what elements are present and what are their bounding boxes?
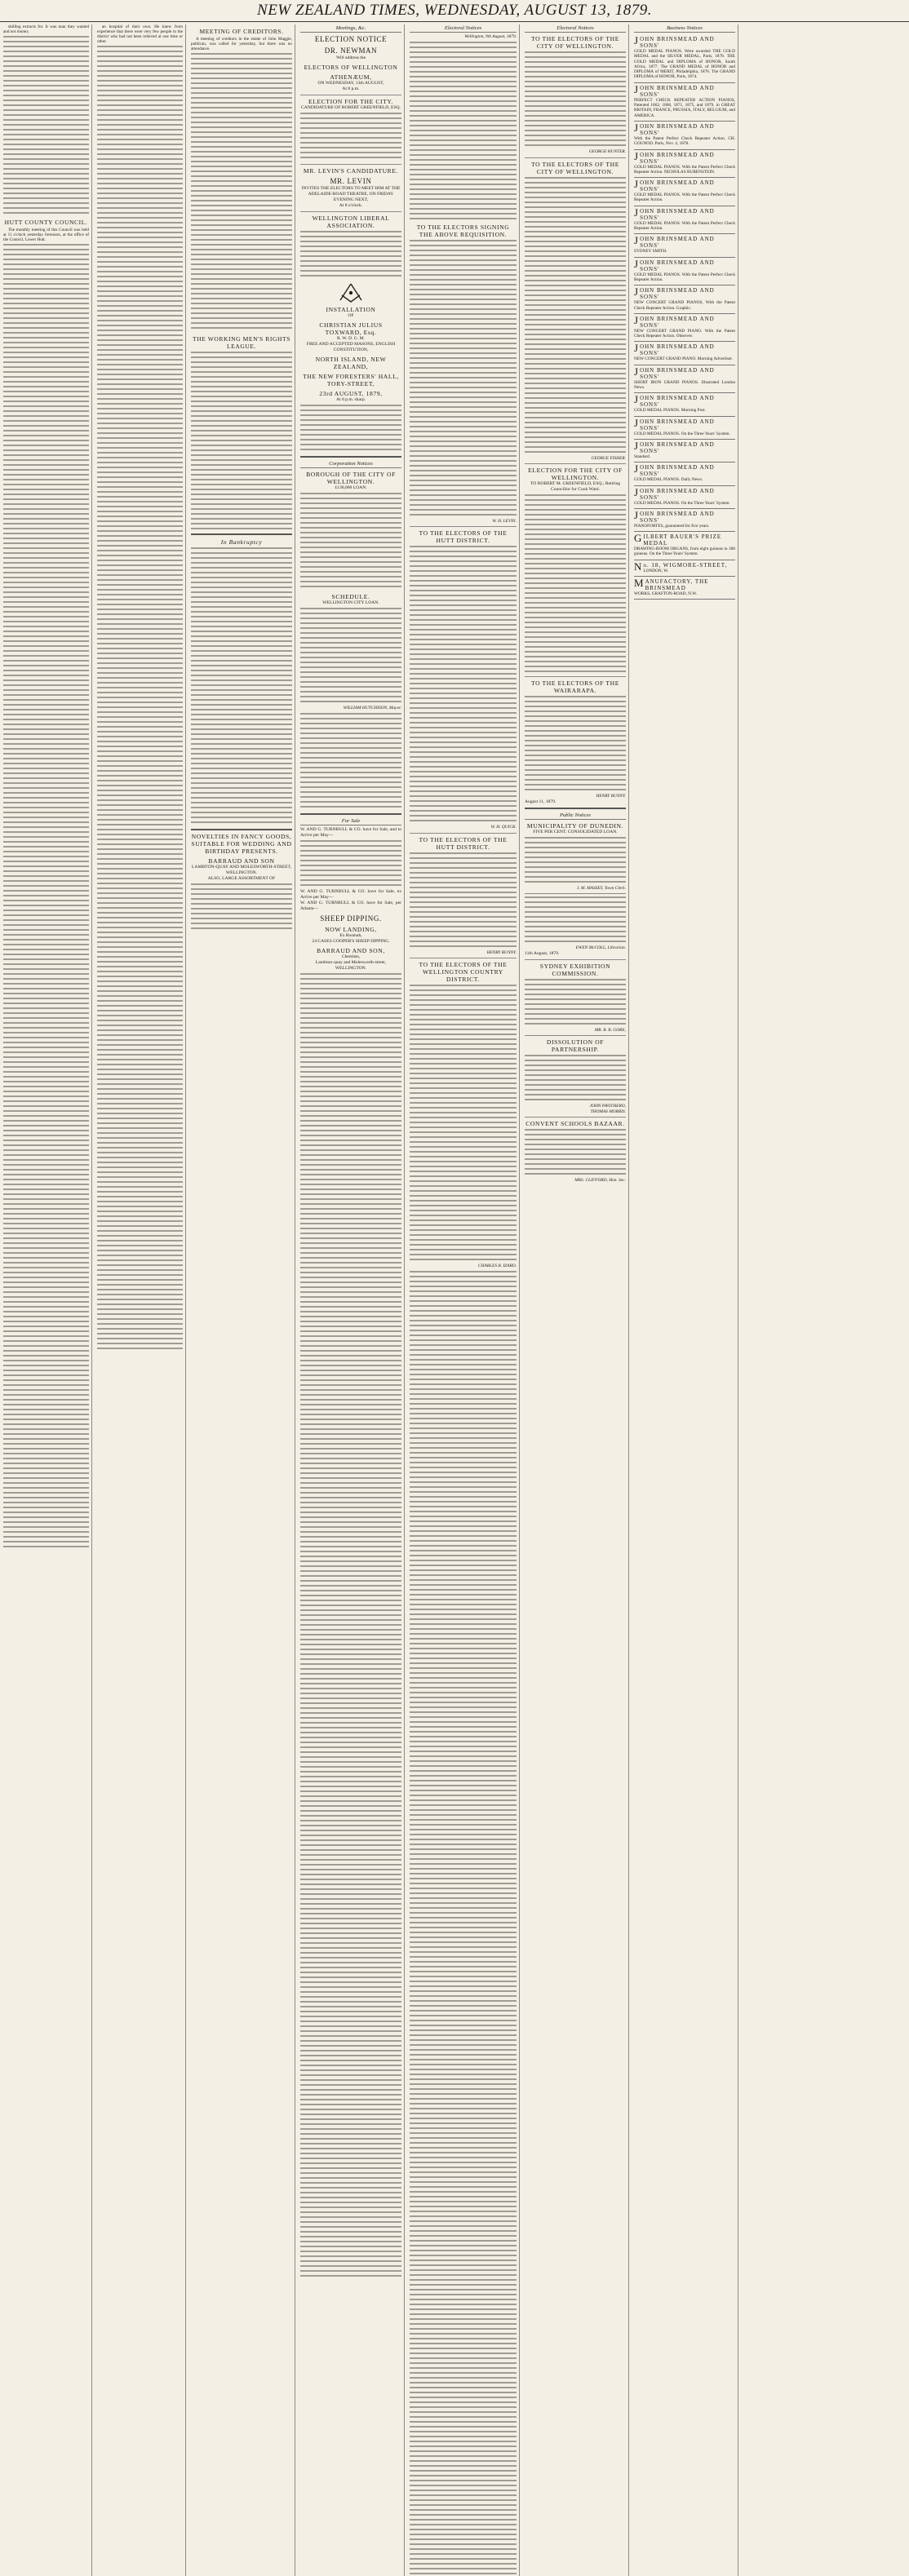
levin-signature: W. H. LEVIN. bbox=[492, 518, 517, 524]
hutt-county-council-heading: HUTT COUNTY COUNCIL. bbox=[4, 219, 88, 226]
quick-signature: W. H. QUICK. bbox=[490, 825, 517, 830]
text-block bbox=[191, 547, 292, 727]
business-notice-name: GILBERT BAUER'S PRIZE MEDAL bbox=[634, 532, 722, 547]
masthead-title: NEW ZEALAND TIMES, WEDNESDAY, AUGUST 13, 1879. bbox=[257, 2, 652, 19]
novelty-also: ALSO, LARGE ASSORTMENT OF bbox=[207, 876, 276, 881]
business-notice bbox=[634, 509, 735, 532]
divider bbox=[410, 526, 517, 527]
column-4 bbox=[300, 24, 405, 2576]
sydney-signature: MR. R. B. GORE, bbox=[594, 1027, 626, 1033]
text-block bbox=[525, 696, 626, 794]
newspaper-page bbox=[0, 0, 909, 1268]
levin-name: MR. LEVIN bbox=[330, 177, 372, 185]
fisher-signature: GEORGE FISHER. bbox=[591, 455, 626, 461]
business-notices-list bbox=[634, 34, 735, 600]
column-2 bbox=[97, 24, 186, 2576]
business-notice bbox=[634, 577, 735, 600]
business-notice-text: NEW CONCERT GRAND PIANO. With the Patent Check Repeater Action. Observer. bbox=[634, 328, 735, 339]
business-notice-text: GOLD MEDAL PIANOS. With the Patent Perfect Check Repeater Action. bbox=[634, 193, 735, 203]
divider bbox=[525, 676, 626, 677]
election-notice-date: ON WEDNESDAY, 13th AUGUST, bbox=[317, 81, 384, 86]
business-notice-name: JOHN BRINSMEAD AND SONS' bbox=[634, 313, 715, 329]
business-notice bbox=[634, 178, 735, 206]
electoral-notices-heading: Electoral Notices bbox=[410, 24, 517, 33]
business-notice-name: JOHN BRINSMEAD AND SONS' bbox=[634, 285, 715, 301]
business-notice-name: JOHN BRINSMEAD AND SONS' bbox=[634, 393, 715, 409]
text-block bbox=[3, 36, 89, 215]
business-notice bbox=[634, 393, 735, 416]
convent-signature: MRS. CLIFFORD, Hon. Sec. bbox=[574, 1178, 626, 1183]
business-notice-name: JOHN BRINSMEAD AND SONS' bbox=[634, 121, 715, 136]
greenfield-election-heading: ELECTION FOR THE CITY OF WELLINGTON. bbox=[528, 467, 623, 481]
text-block bbox=[525, 837, 626, 886]
convent-bazaar-title: CONVENT SCHOOLS BAZAAR. bbox=[525, 1120, 625, 1127]
divider bbox=[525, 959, 626, 960]
business-notice bbox=[634, 258, 735, 286]
business-notices-heading: Business Notices bbox=[634, 24, 735, 33]
greenfield-title: ELECTION FOR THE CITY. bbox=[308, 98, 394, 105]
business-notice-text: DRAWING-ROOM ORGANS, from eight guineas to 300 guineas. On the Three Years' System. bbox=[634, 547, 735, 557]
column-3 bbox=[191, 24, 295, 2576]
barraud-address: Lambton-quay and Molesworth-street, WELLINGTON. bbox=[315, 959, 387, 971]
text-block bbox=[525, 979, 626, 1028]
column-5 bbox=[410, 24, 520, 2576]
text-block bbox=[410, 421, 517, 519]
divider bbox=[525, 893, 626, 894]
meetings-heading: Meetings, &c. bbox=[300, 24, 401, 33]
levin-title: MR. LEVIN'S CANDIDATURE. bbox=[303, 167, 399, 175]
divider bbox=[300, 211, 401, 212]
novelty-address: LAMBTON-QUAY AND MOLESWORTH-STREET, WELLINGTON. bbox=[192, 865, 291, 875]
business-notice bbox=[634, 314, 735, 343]
barraud-chemists: Chemists, bbox=[341, 954, 361, 959]
election-notice-time: At 8 p.m. bbox=[342, 86, 360, 91]
mayor-signature: WILLIAM HUTCHISON, Mayor. bbox=[343, 706, 401, 710]
business-notice-name: JOHN BRINSMEAD AND SONS' bbox=[634, 342, 715, 357]
business-notice bbox=[634, 440, 735, 463]
business-notice-name: JOHN BRINSMEAD AND SONS' bbox=[634, 34, 715, 49]
sheep-dipping-ex: Ex Rosmah, bbox=[339, 932, 362, 938]
greenfield-sub: CANDIDATURE OF ROBERT GREENFIELD, ESQ. bbox=[300, 105, 401, 110]
schedule-heading: SCHEDULE. bbox=[331, 593, 370, 600]
business-notice-name: JOHN BRINSMEAD AND SONS' bbox=[634, 508, 715, 524]
text-block bbox=[191, 234, 292, 332]
installation-rank: R. W. D. G. M. bbox=[336, 336, 366, 341]
text-block bbox=[525, 358, 626, 456]
creditors-lead: A meeting of creditors in the estate of John Maggie, publican, was called for yesterday, but there was no attendance. bbox=[191, 37, 292, 51]
business-notice-text: GOLD MEDAL PIANOS. With the Patent Perfect Check Repeater Action. NICHOLAS RUBENSTEIN. bbox=[634, 164, 735, 175]
business-notice-text: LONDON, W. bbox=[643, 568, 669, 573]
city-electors-heading: TO THE ELECTORS OF THE CITY OF WELLINGTON. bbox=[531, 35, 619, 50]
prothero-signature: JOHN PROTHERO, bbox=[589, 1104, 626, 1109]
business-notice-name: MANUFACTORY, THE BRINSMEAD bbox=[634, 576, 709, 591]
business-notice bbox=[634, 463, 735, 485]
business-notice-text: With the Patent Perfect Check Repeater Action. CH. GOUNOD. Paris, Nov. 4, 1878. bbox=[634, 135, 735, 147]
sheep-dipping-title: SHEEP DIPPING. bbox=[320, 914, 382, 923]
column-1-lead: shilling extracts for. It was man they wanted and not money. bbox=[3, 24, 89, 34]
business-notice-name: JOHN BRINSMEAD AND SONS' bbox=[634, 178, 715, 193]
borough-loan: £130,000 LOAN. bbox=[335, 485, 367, 490]
election-notice-venue: ATHENÆUM, bbox=[330, 73, 372, 81]
business-notice-text: GOLD MEDAL PIANOS. With the Patent Perfect Check Repeater Action. bbox=[634, 272, 735, 282]
business-notice-text: GOLD MEDAL PIANOS. Were awarded THE GOLD MEDAL and the SILVER MEDAL, Paris, 1878. THE GOLD MEDAL and DIPLOMA of HONOR, South Africa, 1877. The GRAND MEDAL of HONOR and DIPLOMA of MERIT, Philadelphia, 1876. The GRAND DIPLOMA of HONOR, Paris, 1874. bbox=[634, 49, 735, 80]
sheep-dipping-cases: 24 CASES COOPER'S SHEEP DIPPING. bbox=[312, 938, 390, 944]
dateline: Wellington, 9th August, 1879. bbox=[464, 34, 517, 39]
text-block bbox=[300, 231, 401, 280]
election-notice-title: ELECTION NOTICE bbox=[314, 35, 388, 43]
column-6 bbox=[525, 24, 629, 2576]
for-sale-heading: For Sale bbox=[300, 817, 401, 825]
business-notice-name: JOHN BRINSMEAD AND SONS' bbox=[634, 234, 715, 250]
dunedin-sub: FIVE PER CENT. CONSOLIDATED LOAN. bbox=[533, 829, 618, 834]
sydney-exhibition-title: SYDNEY EXHIBITION COMMISSION. bbox=[539, 962, 611, 977]
hutt-heading-2: TO THE ELECTORS OF THE HUTT DISTRICT. bbox=[419, 835, 508, 851]
turnbull-ad-2: W. AND G. TURNBULL & CO. have for Sale, ex Arrive per May— bbox=[300, 888, 401, 900]
text-block bbox=[191, 728, 292, 826]
business-notice bbox=[634, 83, 735, 122]
turnbull-ad-1: W. AND G. TURNBULL & CO. have for Sale, and to Arrive per May— bbox=[300, 826, 401, 838]
divider bbox=[525, 1035, 626, 1036]
turnbull-ad-3: W. AND G. TURNBULL & CO. have for Sale, per Atlanta— bbox=[300, 900, 401, 911]
wellington-country-heading: TO THE ELECTORS OF THE WELLINGTON COUNTRY DISTRICT. bbox=[419, 961, 508, 983]
business-notice-name: JOHN BRINSMEAD AND SONS' bbox=[634, 439, 715, 454]
business-notice-text: GOLD MEDAL PIANOS. With the Patent Perfect Check Repeater Action. bbox=[634, 220, 735, 232]
business-notice-text: PIANOFORTES, guaranteed for five years. bbox=[634, 523, 710, 529]
creditors-heading: MEETING OF CREDITORS. bbox=[199, 28, 284, 35]
text-block bbox=[410, 240, 517, 419]
business-notice-text: GOLD MEDAL PIANOS. Daily News. bbox=[634, 477, 703, 483]
barraud-firm: BARRAUD AND SON, bbox=[317, 946, 385, 954]
column-2-lead: an hospital of their own. He knew from experience that there were very few people in the district who had not been relieved at one time or other. bbox=[97, 24, 183, 44]
electoral-notices-heading-2: Electoral Notices bbox=[525, 24, 626, 33]
text-block bbox=[191, 883, 292, 932]
text-block bbox=[525, 51, 626, 149]
greenfield-election-sub: TO ROBERT M. GREENFIELD, ESQ.; Retiring Councillor for Cook Ward. bbox=[530, 481, 621, 492]
business-notice bbox=[634, 34, 735, 83]
liberal-association-title: WELLINGTON LIBERAL ASSOCIATION. bbox=[312, 215, 390, 229]
columns bbox=[3, 24, 906, 1268]
izard-signature: CHARLES B. IZARD. bbox=[477, 1264, 517, 1268]
borough-title: BOROUGH OF THE CITY OF WELLINGTON. bbox=[306, 471, 396, 485]
hutt-heading: TO THE ELECTORS OF THE HUTT DISTRICT. bbox=[419, 529, 508, 544]
text-block bbox=[300, 608, 401, 706]
column-7 bbox=[634, 24, 738, 2576]
text-block bbox=[410, 42, 517, 221]
divider bbox=[191, 533, 292, 535]
text-block bbox=[410, 852, 517, 950]
business-notice-text: SYDNEY SMITH. bbox=[634, 249, 667, 255]
corporation-notices-heading: Corporation Notices bbox=[300, 460, 401, 468]
text-block bbox=[410, 546, 517, 725]
text-block bbox=[525, 896, 626, 945]
business-notice bbox=[634, 560, 735, 577]
masonic-square-compass-icon bbox=[337, 282, 365, 303]
text-block bbox=[525, 1129, 626, 1178]
business-notice-text: PERFECT CHECK REPEATER ACTION PIANOS, Patented 1862, 1868, 1871, 1875, and 1879, in GREAT BRITAIN, FRANCE, PRUSSIA, ITALY, BELGIUM, and AMERICA. bbox=[634, 97, 735, 118]
installation-of: OF bbox=[348, 313, 354, 318]
installation-name: CHRISTIAN JULIUS TOXWARD, Esq. bbox=[319, 321, 383, 336]
bunny-signature: HENRY BUNNY. bbox=[486, 949, 517, 955]
text-block bbox=[3, 244, 89, 1549]
business-notice-name: JOHN BRINSMEAD AND SONS' bbox=[634, 485, 715, 501]
levin-address-heading: TO THE ELECTORS SIGNING THE ABOVE REQUISITION. bbox=[416, 223, 510, 238]
text-block bbox=[97, 46, 183, 1351]
installation-time: At 8 p.m. sharp. bbox=[335, 397, 366, 402]
public-notices-heading: Public Notices bbox=[525, 812, 626, 820]
divider bbox=[525, 808, 626, 809]
business-notice bbox=[634, 150, 735, 179]
hunter-signature: GEORGE HUNTER. bbox=[588, 149, 626, 154]
column-1 bbox=[3, 24, 92, 2576]
librarian-signature: EWEN McCOLL, Librarian. bbox=[575, 945, 626, 950]
text-block bbox=[300, 113, 401, 162]
text-block bbox=[410, 1271, 517, 2576]
text-block bbox=[191, 53, 292, 232]
business-notice bbox=[634, 122, 735, 150]
installation-venue: THE NEW FORESTERS' HALL, TORY-STREET, bbox=[303, 373, 399, 387]
business-notice-text: SHORT IRON GRAND PIANOS. Illustrated London News. bbox=[634, 379, 735, 391]
in-bankruptcy-heading: In Bankruptcy bbox=[220, 538, 263, 546]
novelty-firm: BARRAUD AND SON bbox=[208, 857, 275, 865]
wairarapa-signature: HENRY BUNNY. bbox=[596, 794, 626, 799]
divider bbox=[191, 829, 292, 830]
business-notice-name: JOHN BRINSMEAD AND SONS' bbox=[634, 149, 715, 165]
business-notice-name: No. 18, WIGMORE-STREET, bbox=[634, 560, 728, 573]
divider bbox=[300, 813, 401, 815]
schedule-loan: WELLINGTON CITY LOAN. bbox=[322, 600, 379, 605]
election-notice-name: DR. NEWMAN bbox=[324, 46, 378, 55]
dissolution-title: DISSOLUTION OF PARTNERSHIP. bbox=[546, 1038, 605, 1053]
business-notice bbox=[634, 486, 735, 509]
text-block bbox=[191, 352, 292, 531]
business-notice-name: JOHN BRINSMEAD AND SONS' bbox=[634, 206, 715, 221]
installation-title: INSTALLATION bbox=[326, 306, 376, 313]
novelty-title: NOVELTIES IN FANCY GOODS, SUITABLE FOR WEDDING AND BIRTHDAY PRESENTS. bbox=[191, 833, 292, 855]
business-notice-name: JOHN BRINSMEAD AND SONS' bbox=[634, 416, 715, 432]
business-notice bbox=[634, 234, 735, 257]
business-notice-text: NEW CONCERT GRAND PIANO. Morning Advertiser. bbox=[634, 356, 733, 362]
election-notice-line2: ELECTORS OF WELLINGTON bbox=[304, 64, 398, 71]
text-block bbox=[525, 177, 626, 356]
text-block bbox=[410, 1166, 517, 1264]
election-notice-line1: Will address the bbox=[335, 55, 366, 60]
business-notice-text: GOLD MEDAL PIANOS. Morning Post. bbox=[634, 408, 707, 414]
divider bbox=[525, 463, 626, 464]
business-notice-name: JOHN BRINSMEAD AND SONS' bbox=[634, 82, 715, 98]
wairarapa-date: August 11, 1879. bbox=[525, 799, 556, 804]
divider bbox=[525, 1117, 626, 1118]
city-electors-heading-2: TO THE ELECTORS OF THE CITY OF WELLINGTON. bbox=[531, 160, 619, 175]
text-block bbox=[300, 973, 401, 2278]
installation-date: 23rd AUGUST, 1879, bbox=[319, 390, 383, 397]
text-block bbox=[300, 405, 401, 454]
wairarapa-heading: TO THE ELECTORS OF THE WAIRARAPA. bbox=[531, 679, 619, 694]
levin-time: At 8 o'clock. bbox=[339, 203, 363, 208]
business-notice-text: WORKS, GRAFTON-ROAD, N.W. bbox=[634, 591, 698, 596]
working-mens-rights-heading: THE WORKING MEN'S RIGHTS LEAGUE. bbox=[193, 335, 290, 350]
dunedin-title: MUNICIPALITY OF DUNEDIN. bbox=[526, 821, 624, 830]
library-date: 11th August, 1879. bbox=[525, 950, 560, 956]
text-block bbox=[525, 494, 626, 674]
business-notice bbox=[634, 342, 735, 365]
divider bbox=[525, 157, 626, 158]
business-notice bbox=[634, 285, 735, 314]
installation-lodge: NORTH ISLAND, NEW ZEALAND, bbox=[315, 356, 387, 370]
installation-order: FREE AND ACCEPTED MASONS, ENGLISH CONSTITUTION, bbox=[306, 342, 396, 352]
text-block bbox=[300, 840, 401, 889]
business-notice bbox=[634, 365, 735, 394]
levin-line: INVITES THE ELECTORS TO MEET HIM AT THE ADELAIDE-ROAD THEATRE, ON FRIDAY EVENING NEXT, bbox=[301, 186, 401, 202]
business-notice-text: GOLD MEDAL PIANOS. On the Three Years' System. bbox=[634, 500, 730, 506]
hutt-county-council-lead: The monthly meeting of this Council was held at 11 o'clock yesterday forenoon, at the office of the Council, Lower Hutt. bbox=[3, 228, 89, 242]
text-block bbox=[300, 493, 401, 591]
morris-signature: THOMAS MORRIS. bbox=[590, 1109, 626, 1114]
business-notice-text: Standard. bbox=[634, 454, 651, 459]
dunedin-signature: J. M. MASSEY, Town Clerk. bbox=[576, 885, 626, 891]
sheep-dipping-landing: NOW LANDING, bbox=[325, 925, 377, 933]
business-notice bbox=[634, 417, 735, 440]
business-notice-text: GOLD MEDAL PIANOS. On the Three Years' System. bbox=[634, 431, 730, 436]
divider bbox=[410, 833, 517, 834]
business-notice-name: JOHN BRINSMEAD AND SONS' bbox=[634, 463, 715, 478]
text-block bbox=[300, 713, 401, 811]
business-notice bbox=[634, 206, 735, 235]
divider bbox=[300, 164, 401, 165]
business-notice-text: NEW CONCERT GRAND PIANOS, With the Patent Check Repeater Action. Graphic. bbox=[634, 300, 735, 311]
text-block bbox=[410, 985, 517, 1164]
business-notice bbox=[634, 532, 735, 560]
text-block bbox=[410, 727, 517, 825]
business-notice-name: JOHN BRINSMEAD AND SONS' bbox=[634, 257, 715, 272]
masthead bbox=[0, 0, 909, 22]
divider bbox=[300, 456, 401, 458]
business-notice-name: JOHN BRINSMEAD AND SONS' bbox=[634, 365, 715, 380]
text-block bbox=[525, 1055, 626, 1104]
